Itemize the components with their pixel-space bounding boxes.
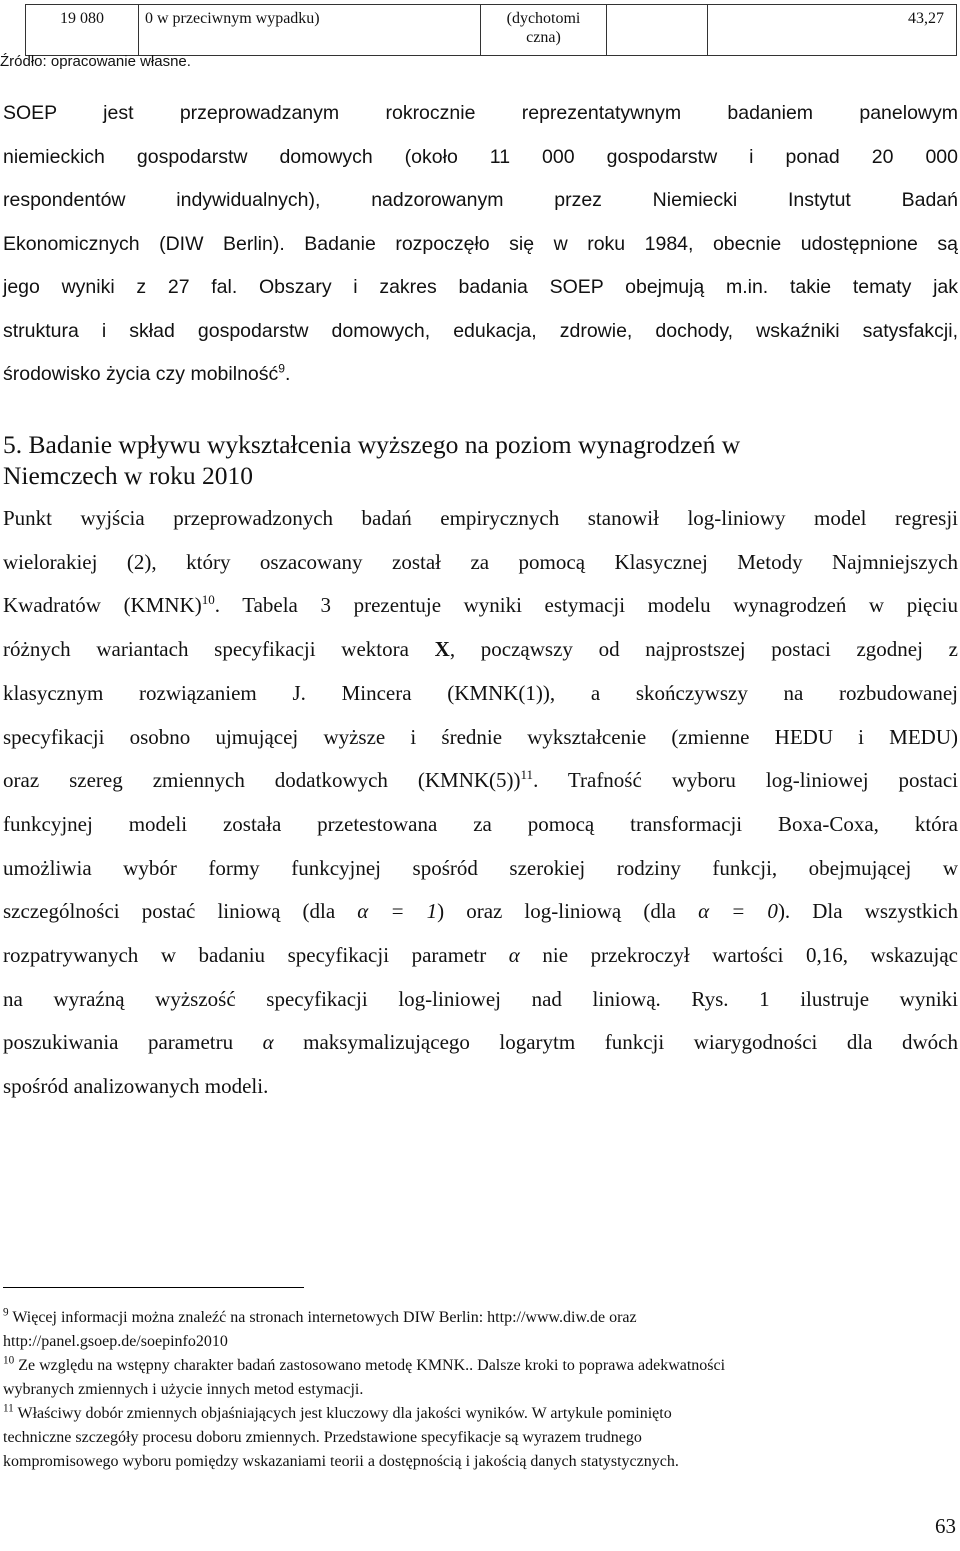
paragraph-line: Punkt wyjścia przeprowadzonych badań empirycznych stanowił log-liniowy model regresji [3,506,958,530]
footnote-text: Właściwy dobór zmiennych objaśniających jest kluczowy dla jakości wyników. W artykule pominięto [17,1405,672,1422]
paragraph-line: SOEP jest przeprowadzanym rokrocznie reprezentatywnym badaniem panelowym [3,102,958,124]
footnote-9-continued: http://panel.gsoep.de/soepinfo2010 [3,1333,228,1350]
footnote-ref-11: 11 [520,767,534,783]
table-cell-description: 0 w przeciwnym wypadku) [139,5,481,56]
math-alpha-eq-0: α = 0 [698,899,778,924]
section-heading-line1: 5. Badanie wpływu wykształcenia wyższego na poziom wynagrodzeń w [3,430,741,459]
paragraph-text: oraz szereg zmiennych dodatkowych (KMNK(5)) [3,768,521,793]
paragraph-text: środowisko życia czy mobilność [3,363,279,385]
paragraph-text: ). Dla wszystkich [777,899,958,924]
math-alpha: α [508,943,520,968]
paragraph-text: , począwszy od najprostszej postaci zgodnej z [449,637,958,662]
footnote-number: 11 [3,1402,14,1415]
paragraph-text: . [284,363,291,385]
paragraph-line [3,759,958,803]
footnote-10-continued: wybranych zmiennych i użycie innych metod estymacji. [3,1381,364,1398]
paragraph-text: poszukiwania parametru [3,1030,263,1055]
paragraph-line [3,628,958,672]
paragraph-line: wielorakiej (2), który oszacowany został za pomocą Klasycznej Metody Najmniejszych [3,549,958,574]
paragraph-line: umożliwia wybór formy funkcyjnej spośród szerokiej rodziny funkcji, obejmującej w [3,855,958,880]
paragraph-line [3,353,958,397]
footnotes [3,1306,958,1474]
footnote-number: 10 [3,1354,15,1367]
footnote-11-continued: kompromisowego wyboru pomiędzy wskazaniami teorii a dostępnością i jakością danych statystycznych. [3,1453,679,1470]
paragraph-line: respondentów indywidualnych), nadzorowanym przez Niemiecki Instytut Badań [3,189,958,211]
section-heading-line2: Niemczech w roku 2010 [3,461,253,490]
paragraph-text: Kwadratów (KMNK) [3,593,202,618]
results-table-fragment [25,4,957,56]
table-source-note: Źródło: opracowanie własne. [0,53,191,70]
table-cell-empty [607,5,708,56]
footnote-text: Więcej informacji można znaleźć na stronach internetowych DIW Berlin: http://www.diw.de oraz [12,1309,637,1326]
footnote-9 [3,1306,958,1330]
paragraph-line: struktura i skład gospodarstw domowych, edukacja, zdrowie, dochody, wskaźniki satysfakcji, [3,319,958,342]
paragraph-methodology [3,497,958,1109]
paragraph-line [3,1021,958,1065]
paragraph-text: nie przekroczył wartości 0,16, wskazując [519,943,958,968]
footnote-separator [3,1287,304,1288]
paragraph-line [3,934,958,978]
paragraph-text: różnych wariantach specyfikacji wektora [3,637,435,662]
table-row [26,5,957,56]
paragraph-text: ) oraz log-liniową (dla [437,899,699,924]
math-alpha-eq-1: α = 1 [357,899,438,924]
paragraph-soep [3,92,958,397]
footnote-ref-9: 9 [278,361,285,376]
paragraph-line [3,890,958,934]
table-cell-count: 19 080 [26,5,139,56]
footnote-ref-10: 10 [201,592,215,608]
paragraph-text: . Tabela 3 prezentuje wyniki estymacji modelu wynagrodzeń w pięciu [214,593,959,618]
paragraph-line: jego wyniki z 27 fal. Obszary i zakres badania SOEP obejmują m.in. takie tematy jak [3,276,958,298]
math-alpha: α [262,1030,274,1055]
footnote-10 [3,1354,958,1378]
table-cell-type [481,5,607,56]
paragraph-line: na wyraźną wyższość specyfikacji log-liniowej nad liniową. Rys. 1 ilustruje wyniki [3,986,958,1011]
table-cell-value: 43,27 [708,5,957,56]
section-heading [3,429,953,491]
footnote-11-continued: techniczne szczegóły procesu doboru zmiennych. Przedstawione specyfikacje są wyrazem trudnego [3,1429,642,1446]
paragraph-text: maksymalizującego logarytm funkcji wiarygodności dla dwóch [273,1030,958,1055]
paragraph-line [3,584,958,628]
footnote-11 [3,1402,958,1426]
paragraph-line: specyfikacji osobno ujmującej wyższe i średnie wykształcenie (zmienne HEDU i MEDU) [3,724,958,749]
paragraph-text: szczególności postać liniową (dla [3,899,358,924]
page-number: 63 [935,1514,956,1538]
table-cell-type-line2: czna) [526,29,561,46]
paragraph-line: Ekonomicznych (DIW Berlin). Badanie rozpoczęło się w roku 1984, obecnie udostępnione są [3,232,958,255]
paragraph-line: klasycznym rozwiązaniem J. Mincera (KMNK(1)), a skończywszy na rozbudowanej [3,680,958,705]
paragraph-line: niemieckich gospodarstw domowych (około 11 000 gospodarstw i ponad 20 000 [3,145,958,168]
paragraph-text: . Trafność wyboru log-liniowej postaci [533,768,958,793]
footnote-number: 9 [3,1306,9,1319]
paragraph-line: spośród analizowanych modeli. [3,1074,269,1099]
footnote-text: Ze względu na wstępny charakter badań zastosowano metodę KMNK.. Dalsze kroki to poprawa adekwatności [18,1357,726,1374]
table-cell-type-line1: (dychotomi [506,10,581,27]
vector-x-symbol: X [434,637,450,662]
paragraph-line: funkcyjnej modeli została przetestowana za pomocą transformacji Boxa-Coxa, która [3,811,958,836]
paragraph-text: rozpatrywanych w badaniu specyfikacji parametr [3,943,509,968]
